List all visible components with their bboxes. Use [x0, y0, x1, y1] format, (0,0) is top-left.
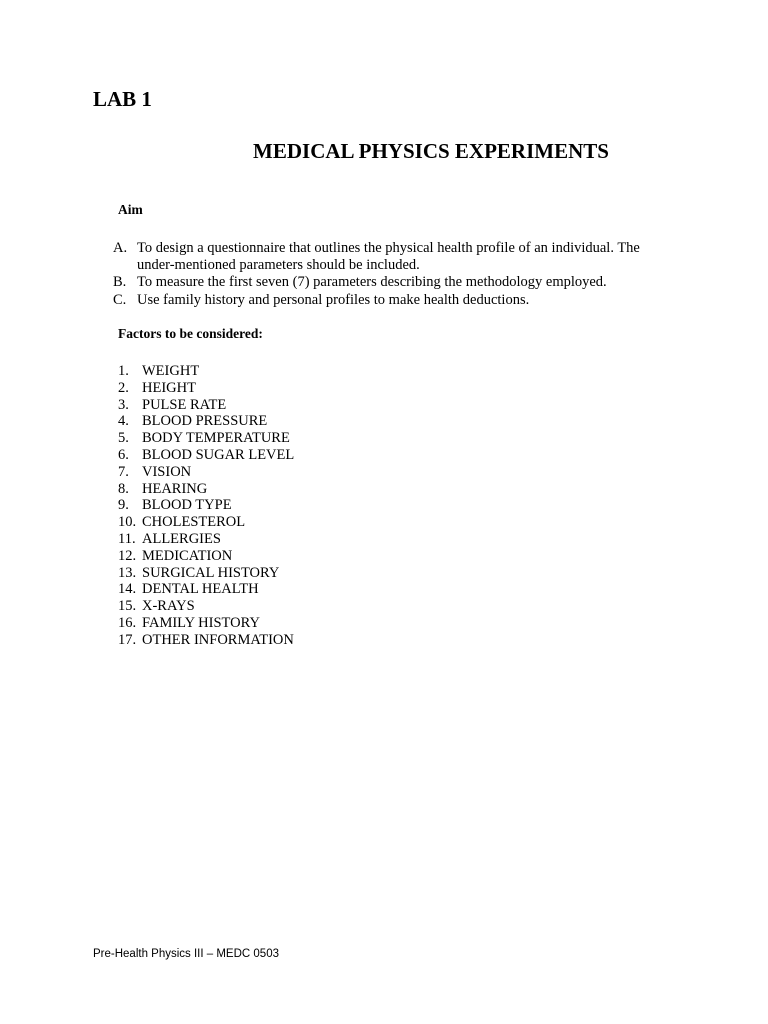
factor-number: 12. [118, 547, 137, 564]
aim-item-text: To measure the first seven (7) parameters describing the methodology employed. [137, 274, 607, 290]
lab-label: LAB 1 [93, 87, 152, 111]
factor-number: 1. [118, 363, 129, 379]
aim-item-text: To design a questionnaire that outlines the physical health profile of an individual. The under-mentioned parameters should be included. [137, 240, 640, 273]
factor-label: BLOOD SUGAR LEVEL [142, 446, 295, 463]
aim-item [113, 292, 673, 309]
aim-item-marker: B. [113, 274, 127, 290]
aim-item-text: Use family history and personal profiles to make health deductions. [137, 291, 530, 308]
factor-number: 8. [118, 480, 129, 497]
factor-number: 10. [118, 514, 137, 531]
factor-item [118, 598, 294, 615]
factor-item [118, 380, 294, 397]
factor-item [118, 447, 294, 464]
factor-item [118, 548, 294, 565]
factor-number: 13. [118, 564, 137, 581]
factor-label: OTHER INFORMATION [142, 631, 294, 648]
factor-item [118, 565, 294, 582]
factor-label: BODY TEMPERATURE [142, 430, 290, 447]
factor-number: 17. [118, 631, 137, 648]
factor-item [118, 397, 294, 414]
factor-label: BLOOD TYPE [142, 497, 232, 514]
page-title: MEDICAL PHYSICS EXPERIMENTS [253, 139, 609, 163]
page-footer: Pre-Health Physics III – MEDC 0503 [93, 948, 279, 960]
factor-label: WEIGHT [142, 363, 200, 379]
factor-number: 16. [118, 614, 137, 631]
factor-number: 5. [118, 430, 129, 447]
factor-label: DENTAL HEALTH [142, 581, 259, 598]
aim-list [113, 240, 673, 309]
factor-label: SURGICAL HISTORY [142, 564, 280, 581]
factor-number: 2. [118, 379, 129, 396]
factor-number: 9. [118, 497, 129, 514]
aim-item [113, 240, 673, 273]
factor-label: FAMILY HISTORY [142, 614, 260, 631]
factor-number: 11. [118, 530, 136, 547]
factor-item [118, 531, 294, 548]
factor-label: HEARING [142, 480, 208, 497]
factor-item [118, 632, 294, 649]
factor-item [118, 464, 294, 481]
factor-item [118, 581, 294, 598]
factor-item [118, 514, 294, 531]
factor-number: 6. [118, 446, 129, 463]
aim-heading: Aim [118, 202, 143, 217]
factor-item [118, 497, 294, 514]
factor-number: 15. [118, 598, 137, 615]
factor-number: 4. [118, 413, 129, 430]
factor-label: CHOLESTEROL [142, 514, 246, 531]
factor-label: VISION [142, 463, 192, 480]
factor-label: HEIGHT [142, 379, 196, 396]
factors-list [118, 363, 294, 649]
aim-item [113, 274, 673, 291]
factor-number: 14. [118, 581, 137, 598]
factor-label: X-RAYS [142, 598, 195, 615]
aim-item-marker: A. [113, 240, 128, 256]
factor-label: ALLERGIES [142, 530, 221, 547]
factor-label: MEDICATION [142, 547, 233, 564]
factor-item [118, 481, 294, 498]
aim-item-marker: C. [113, 291, 127, 308]
factor-number: 3. [118, 396, 129, 413]
factor-label: PULSE RATE [142, 396, 227, 413]
factor-item [118, 430, 294, 447]
factor-item [118, 413, 294, 430]
factor-item [118, 615, 294, 632]
factor-number: 7. [118, 463, 129, 480]
factor-label: BLOOD PRESSURE [142, 413, 268, 430]
factors-heading: Factors to be considered: [118, 326, 263, 341]
factor-item [118, 363, 294, 380]
